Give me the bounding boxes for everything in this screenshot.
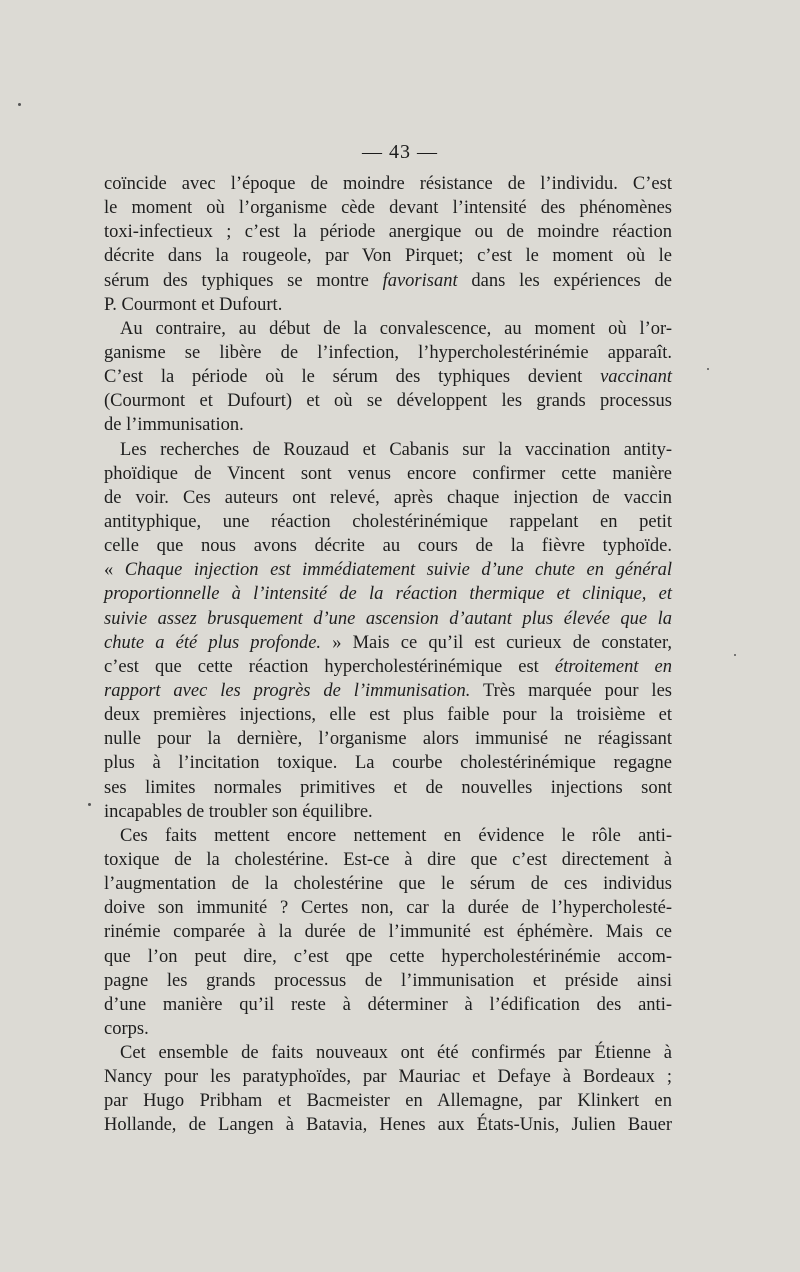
text-line: sérum des typhiques se montre favorisant dans les expériences de <box>104 270 672 291</box>
text-line: que l’on peut dire, c’est qpe cette hypercholestérinémie accom- <box>104 946 672 967</box>
text-line: toxique de la cholestérine. Est-ce à dire que c’est directement à <box>104 849 672 870</box>
text-line: nulle pour la dernière, l’organisme alors immunisé ne réagissant <box>104 729 672 750</box>
text-line: proportionnelle à l’intensité de la réaction thermique et clinique, et <box>104 584 672 605</box>
text-line: Nancy pour les paratyphoïdes, par Mauriac et Defaye à Bordeaux ; <box>104 1067 672 1088</box>
text-line: P. Courmont et Dufourt. <box>104 294 283 315</box>
text-line: rapport avec les progrès de l’immunisation. Très marquée pour les <box>104 680 672 701</box>
text-line: chute a été plus profonde. » Mais ce qu’il est curieux de constater, <box>104 632 672 653</box>
text-line: toxi-infectieux ; c’est la période anergique ou de moindre réaction <box>104 222 672 243</box>
text-line: doive son immunité ? Certes non, car la durée de l’hypercholesté- <box>104 898 672 919</box>
text-line: décrite dans la rougeole, par Von Pirquet; c’est le moment où le <box>104 246 672 267</box>
text-line: d’une manière qu’il reste à déterminer à l’édification des anti- <box>104 994 672 1015</box>
text-line: plus à l’incitation toxique. La courbe cholestérinémique regagne <box>104 753 672 774</box>
text-line: (Courmont et Dufourt) et où se développent les grands processus <box>104 391 672 412</box>
text-line: pagne les grands processus de l’immunisation et préside ainsi <box>104 970 672 991</box>
text-line: deux premières injections, elle est plus faible pour la troisième et <box>104 705 672 726</box>
text-line: Ces faits mettent encore nettement en évidence le rôle anti- <box>120 825 672 846</box>
paper-speck <box>707 368 709 370</box>
paper-speck <box>88 803 91 806</box>
text-line: Hollande, de Langen à Batavia, Henes aux États-Unis, Julien Bauer <box>104 1115 672 1136</box>
text-line: c’est que cette réaction hypercholestérinémique est étroitement en <box>104 656 672 677</box>
text-line: C’est la période où le sérum des typhiques devient vaccinant <box>104 367 672 388</box>
page-number: — 43 — <box>362 141 438 163</box>
text-line: Les recherches de Rouzaud et Cabanis sur la vaccination antity- <box>120 439 672 460</box>
text-line: « Chaque injection est immédiatement suivie d’une chute en général <box>104 560 673 581</box>
text-line: par Hugo Pribham et Bacmeister en Allemagne, par Klinkert en <box>104 1091 672 1112</box>
text-line: incapables de troubler son équilibre. <box>104 801 373 822</box>
text-line: Au contraire, au début de la convalescence, au moment où l’or- <box>120 318 672 339</box>
paper-speck <box>734 654 736 656</box>
text-line: de l’immunisation. <box>104 415 244 436</box>
text-line: rinémie comparée à la durée de l’immunité est éphémère. Mais ce <box>104 922 672 943</box>
text-line: phoïdique de Vincent sont venus encore confirmer cette manière <box>104 463 672 484</box>
text-line: celle que nous avons décrite au cours de la fièvre typhoïde. <box>104 536 672 557</box>
text-line: coïncide avec l’époque de moindre résistance de l’individu. C’est <box>104 174 672 194</box>
text-line: suivie assez brusquement d’une ascension d’autant plus élevée que la <box>104 608 672 629</box>
body-text <box>104 172 672 1138</box>
text-line: corps. <box>104 1018 149 1039</box>
text-line: l’augmentation de la cholestérine que le sérum de ces individus <box>104 874 672 895</box>
text-line: ganisme se libère de l’infection, l’hypercholestérinémie apparaît. <box>104 342 672 363</box>
text-line: le moment où l’organisme cède devant l’intensité des phénomènes <box>104 198 672 219</box>
paper-speck <box>18 103 21 106</box>
text-line: antityphique, une réaction cholestérinémique rappelant en petit <box>104 511 672 532</box>
text-line: ses limites normales primitives et de nouvelles injections sont <box>104 777 672 798</box>
text-line: Cet ensemble de faits nouveaux ont été confirmés par Étienne à <box>120 1043 672 1064</box>
text-line: de voir. Ces auteurs ont relevé, après chaque injection de vaccin <box>104 487 672 508</box>
